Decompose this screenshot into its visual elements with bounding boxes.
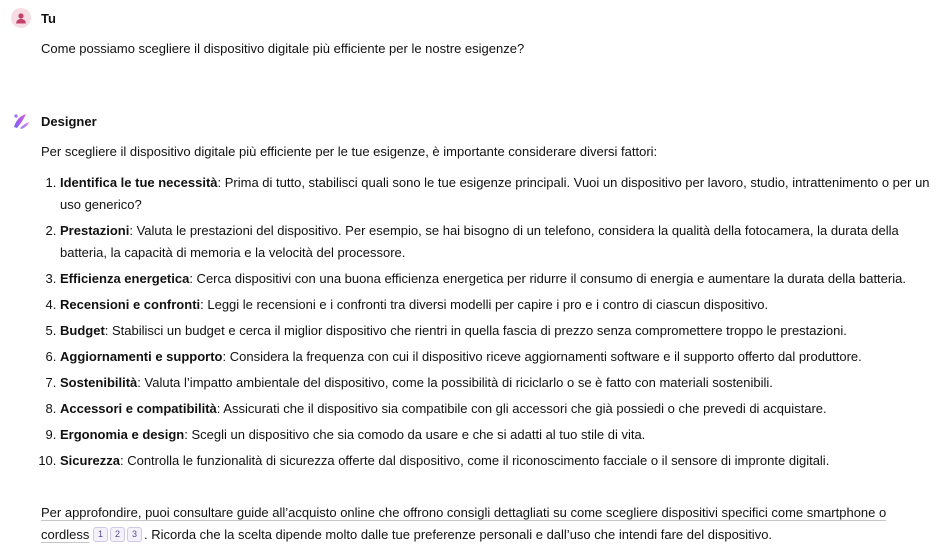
assistant-outro xyxy=(41,502,911,546)
item-text: : Prima di tutto, stabilisci quali sono le tue esigenze principali. Vuoi un dispositivo per lavoro, studio, intrattenimento o per un uso generico? xyxy=(60,175,930,212)
assistant-name: Designer xyxy=(41,113,97,129)
list-item xyxy=(60,398,930,420)
item-text: : Stabilisci un budget e cerca il miglior dispositivo che rientri in quella fascia di prezzo senza compromettere troppo le prestazioni. xyxy=(104,323,847,338)
item-text: : Valuta le prestazioni del dispositivo. Per esempio, se hai bisogno di un telefono, considera la qualità della fotocamera, la durata della batteria, la capacità di memoria e la velocità del processore. xyxy=(60,223,899,260)
factors-list xyxy=(41,172,930,476)
item-text: : Assicurati che il dispositivo sia compatibile con gli accessori che già possiedi o che prevedi di acquistare. xyxy=(216,401,827,416)
outro-linked-text[interactable]: Per approfondire, puoi consultare guide all’acquisto online che offrono consigli dettagliati su come scegliere dispositivi specifici come smartphone o cordless xyxy=(41,505,887,542)
assistant-message-header xyxy=(11,111,97,131)
citation-badge-2[interactable]: 2 xyxy=(110,527,125,542)
list-item xyxy=(60,268,930,290)
citation-badge-1[interactable]: 1 xyxy=(93,527,108,542)
outro-rest-text: . Ricorda che la scelta dipende molto dalle tue preferenze personali e dall’uso che intendi fare del dispositivo. xyxy=(144,527,773,542)
item-title: Ergonomia e design xyxy=(60,427,185,442)
user-name: Tu xyxy=(41,10,56,26)
user-avatar xyxy=(11,8,31,28)
item-title: Efficienza energetica xyxy=(60,271,190,286)
list-item xyxy=(60,450,930,472)
list-item xyxy=(60,294,930,316)
item-text: : Considera la frequenza con cui il dispositivo riceve aggiornamenti software e il supporto offerto dal produttore. xyxy=(222,349,862,364)
item-title: Accessori e compatibilità xyxy=(60,401,217,416)
item-title: Recensioni e confronti xyxy=(60,297,201,312)
list-item xyxy=(60,346,930,368)
list-item xyxy=(60,424,930,446)
list-item xyxy=(60,220,930,264)
list-item xyxy=(60,320,930,342)
designer-logo-icon xyxy=(11,111,31,131)
item-title: Prestazioni xyxy=(60,223,130,238)
item-text: : Scegli un dispositivo che sia comodo da usare e che si adatti al tuo stile di vita. xyxy=(184,427,646,442)
item-title: Identifica le tue necessità xyxy=(60,175,218,190)
assistant-intro: Per scegliere il dispositivo digitale più efficiente per le tue esigenze, è importante considerare diversi fattori: xyxy=(41,144,658,159)
item-text: : Controlla le funzionalità di sicurezza offerte dal dispositivo, come il riconoscimento facciale o il sensore di impronte digitali. xyxy=(119,453,830,468)
item-title: Budget xyxy=(60,323,105,338)
user-message-header xyxy=(11,8,56,28)
list-item xyxy=(60,372,930,394)
item-text: : Cerca dispositivi con una buona efficienza energetica per ridurre il consumo di energia e aumentare la durata della batteria. xyxy=(189,271,906,286)
item-title: Sicurezza xyxy=(60,453,120,468)
list-item xyxy=(60,172,930,216)
item-text: : Leggi le recensioni e i confronti tra diversi modelli per capire i pro e i contro di ciascun dispositivo. xyxy=(200,297,769,312)
item-title: Sostenibilità xyxy=(60,375,138,390)
user-question: Come possiamo scegliere il dispositivo digitale più efficiente per le nostre esigenze? xyxy=(41,41,525,56)
item-title: Aggiornamenti e supporto xyxy=(60,349,223,364)
item-text: : Valuta l’impatto ambientale del dispositivo, come la possibilità di riciclarlo o se è fatto con materiali sostenibili. xyxy=(137,375,773,390)
person-icon xyxy=(15,12,27,24)
citation-badge-3[interactable]: 3 xyxy=(127,527,142,542)
